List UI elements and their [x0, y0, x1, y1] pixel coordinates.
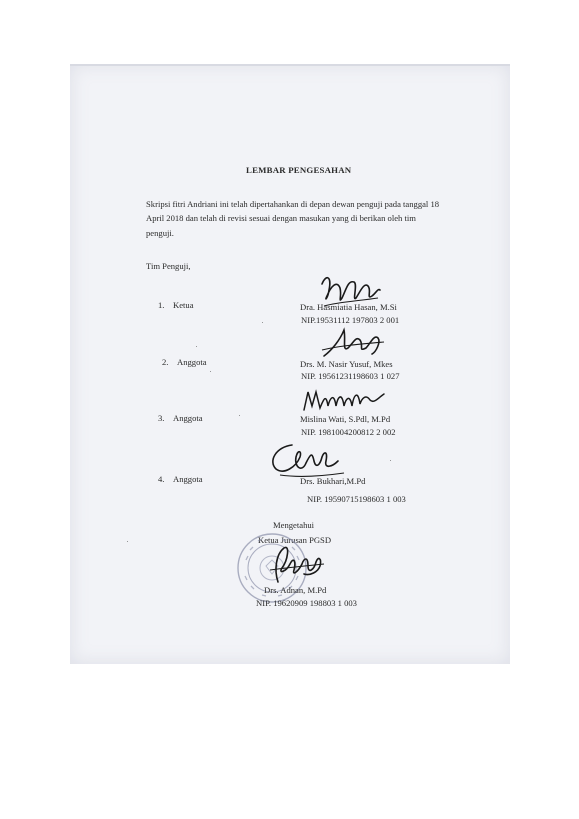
examiner-2-number: 2.: [162, 357, 169, 367]
approval-name: Drs. Adnan, M.Pd: [264, 585, 327, 595]
scan-speck: [196, 346, 197, 347]
examiner-2-name: Drs. M. Nasir Yusuf, Mkes: [300, 359, 393, 369]
examiner-2-nip: NIP. 19561231198603 1 027: [301, 371, 400, 381]
examiner-4-role: Anggota: [173, 474, 203, 484]
examiner-3-name: Mislina Wati, S.Pdl, M.Pd: [300, 414, 391, 424]
examiner-3-nip: NIP. 1981004200812 2 002: [301, 427, 396, 437]
document-title: LEMBAR PENGESAHAN: [246, 165, 352, 175]
examiner-4-number: 4.: [158, 474, 165, 484]
examiner-2-role: Anggota: [177, 357, 207, 367]
paragraph-line: penguji.: [146, 227, 174, 238]
scan-speck: [262, 322, 263, 323]
approval-nip: NIP. 19620909 198803 1 003: [256, 598, 357, 608]
examiner-3-signature: [300, 384, 390, 416]
approval-label: Mengetahui: [273, 520, 315, 530]
scan-speck: [239, 415, 240, 416]
opening-paragraph: [146, 197, 446, 240]
examiner-3-number: 3.: [158, 413, 165, 423]
scan-speck: [210, 371, 211, 372]
examiner-1-signature: [318, 268, 384, 312]
examiner-1-number: 1.: [158, 300, 165, 310]
examiner-1-name: Dra. Hasmiatia Hasan, M.Si: [300, 302, 397, 312]
examiner-1-nip: NIP.19531112 197803 2 001: [301, 315, 400, 325]
examiner-1-role: Ketua: [173, 300, 194, 310]
examiner-2-signature: [320, 322, 386, 362]
examiner-4-name: Drs. Bukhari,M.Pd: [300, 476, 366, 486]
scan-top-edge: [70, 64, 510, 66]
examiner-4-signature: [266, 437, 348, 481]
scan-speck: [390, 460, 391, 461]
scan-speck: [127, 541, 128, 542]
paragraph-line: April 2018 dan telah di revisi sesuai dengan masukan yang di berikan oleh tim: [146, 213, 416, 224]
examiner-4-nip: NIP. 19590715198603 1 003: [307, 494, 406, 504]
team-label: Tim Penguji,: [146, 261, 191, 271]
department-head-signature: [260, 542, 326, 586]
approval-position: Ketua Jurusan PGSD: [258, 535, 332, 545]
examiner-3-role: Anggota: [173, 413, 203, 423]
paragraph-line: Skripsi fitri Andriani ini telah dipertahankan di depan dewan penguji pada tanggal 18: [146, 199, 440, 209]
